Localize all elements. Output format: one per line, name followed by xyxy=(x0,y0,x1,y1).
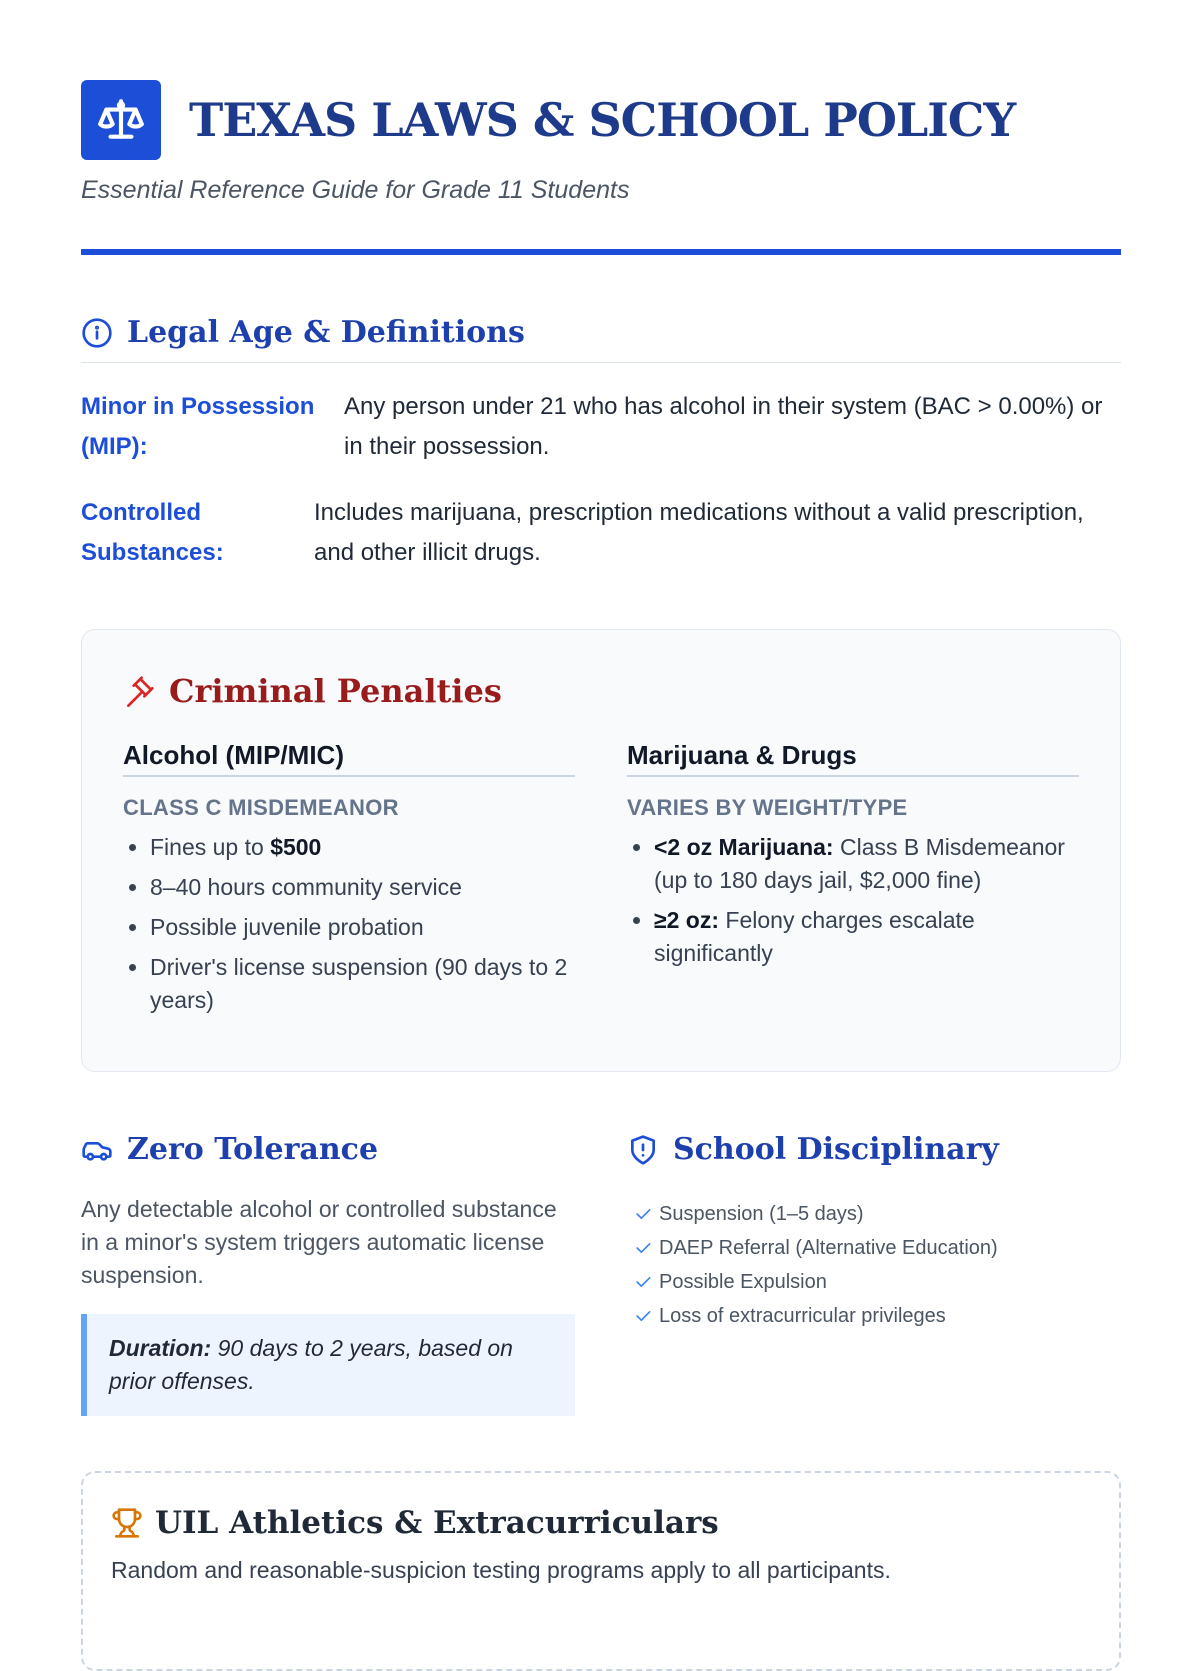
drugs-column xyxy=(627,740,1079,1024)
alcohol-classification: CLASS C MISDEMEANOR xyxy=(123,795,399,820)
car-icon xyxy=(81,1134,113,1166)
list-item xyxy=(150,831,575,864)
list-item: • 8–40 hours community service xyxy=(150,871,575,904)
alcohol-title: Alcohol (MIP/MIC) xyxy=(123,740,575,777)
zero-tolerance-title: Zero Tolerance xyxy=(127,1132,379,1167)
item-text: Class B Misdemeanor (up to 180 days jail, $2,000 fine) xyxy=(654,834,1065,893)
legal-title: Legal Age & Definitions xyxy=(127,315,525,350)
zero-tolerance-section xyxy=(81,1132,575,1416)
scales-icon xyxy=(81,80,161,160)
drugs-penalty-list xyxy=(627,831,1079,970)
penalties-title: Criminal Penalties xyxy=(169,672,502,710)
uil-title: UIL Athletics & Extracurriculars xyxy=(155,1505,719,1541)
school-disciplinary-heading xyxy=(627,1132,1121,1167)
list-item xyxy=(627,1197,1121,1231)
check-icon xyxy=(627,1272,659,1292)
penalties-heading xyxy=(123,672,1079,710)
duration-callout xyxy=(81,1314,575,1416)
criminal-penalties-card xyxy=(81,629,1121,1072)
definition-term: Controlled Substances: xyxy=(81,499,224,566)
gavel-icon xyxy=(123,675,155,707)
list-item: • Driver's license suspension (90 days to 2 years) xyxy=(150,951,575,1017)
check-icon xyxy=(627,1306,659,1326)
drugs-classification: VARIES BY WEIGHT/TYPE xyxy=(627,795,908,820)
alcohol-penalty-list xyxy=(123,831,575,1017)
list-item-label: Suspension (1–5 days) xyxy=(659,1202,864,1225)
zero-tolerance-text: Any detectable alcohol or controlled substance in a minor's system triggers automatic license suspension. xyxy=(81,1196,557,1288)
school-disciplinary-section xyxy=(627,1132,1121,1416)
trophy-icon xyxy=(111,1507,143,1539)
info-icon xyxy=(81,317,113,349)
school-disciplinary-list xyxy=(627,1197,1121,1333)
fine-prefix: Fines up to xyxy=(150,834,271,860)
shield-alert-icon xyxy=(627,1134,659,1166)
list-item xyxy=(654,904,1079,970)
item-label: ≥2 oz: xyxy=(654,907,720,933)
legal-section xyxy=(81,315,1121,573)
drugs-title: Marijuana & Drugs xyxy=(627,740,1079,777)
callout-text: 90 days to 2 years, based on prior offenses. xyxy=(109,1335,513,1394)
alcohol-column xyxy=(123,740,575,1024)
reference-page xyxy=(81,80,1121,1671)
uil-heading xyxy=(111,1505,1091,1541)
page-title: TEXAS LAWS & SCHOOL POLICY xyxy=(189,93,1016,147)
list-item xyxy=(627,1265,1121,1299)
check-icon xyxy=(627,1204,659,1224)
school-disciplinary-title: School Disciplinary xyxy=(673,1132,999,1167)
list-item-label: Possible Expulsion xyxy=(659,1270,827,1293)
list-item-label: DAEP Referral (Alternative Education) xyxy=(659,1236,998,1259)
item-label: <2 oz Marijuana: xyxy=(654,834,834,860)
list-item-label: Loss of extracurricular privileges xyxy=(659,1304,946,1327)
page-subtitle: Essential Reference Guide for Grade 11 Students xyxy=(81,176,630,204)
definition-description: Includes marijuana, prescription medications without a valid prescription, and other illicit drugs. xyxy=(314,499,1084,566)
definition-controlled-substances xyxy=(81,493,1121,573)
uil-text: Random and reasonable-suspicion testing programs apply to all participants. xyxy=(111,1557,891,1583)
definition-term: Minor in Possession (MIP): xyxy=(81,393,315,460)
list-item xyxy=(627,1231,1121,1265)
callout-label: Duration: xyxy=(109,1335,212,1361)
definition-mip xyxy=(81,387,1121,467)
check-icon xyxy=(627,1238,659,1258)
list-item xyxy=(627,1299,1121,1333)
page-header xyxy=(81,80,1121,160)
legal-heading xyxy=(81,315,1121,363)
list-item: • Possible juvenile probation xyxy=(150,911,575,944)
item-text: Felony charges escalate significantly xyxy=(654,907,975,966)
fine-amount: $500 xyxy=(270,834,322,860)
list-item xyxy=(654,831,1079,897)
header-divider xyxy=(81,249,1121,255)
uil-section xyxy=(81,1471,1121,1671)
definition-description: Any person under 21 who has alcohol in their system (BAC > 0.00%) or in their possession. xyxy=(344,393,1103,460)
zero-tolerance-heading xyxy=(81,1132,575,1167)
